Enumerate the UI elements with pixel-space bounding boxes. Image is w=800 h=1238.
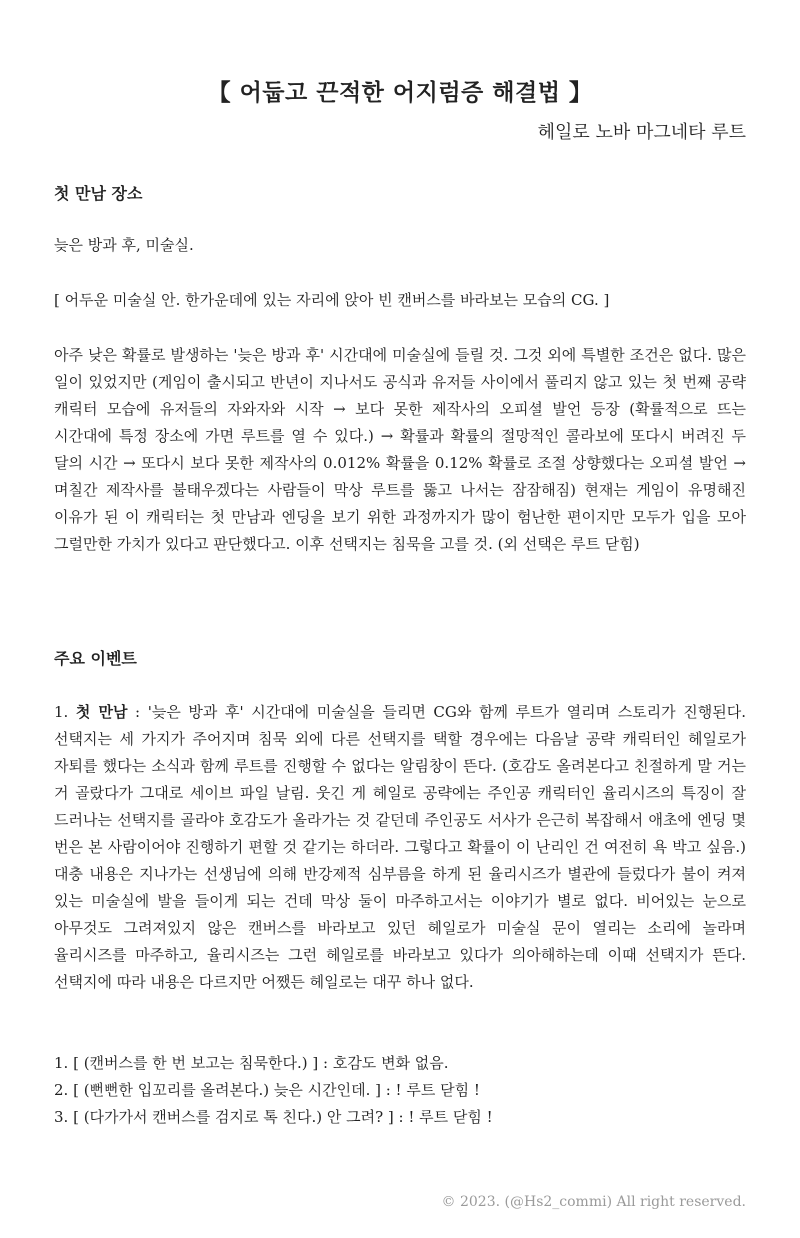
choice-item: 2. [ (뻔뻔한 입꼬리를 올려본다.) 늦은 시간인데. ] : ! 루트 닫힘 ! xyxy=(54,1081,480,1099)
document-subtitle: 헤일로 노바 마그네타 루트 xyxy=(537,122,746,143)
time-line: 늦은 방과 후, 미술실. xyxy=(54,236,194,254)
copyright-footer: © 2023. (@Hs2_commi) All right reserved. xyxy=(441,1194,746,1210)
event-title: 첫 만남 xyxy=(75,703,128,721)
section1-body: 아주 낮은 확률로 발생하는 '늦은 방과 후' 시간대에 미술실에 들릴 것. 그것 외에 특별한 조건은 없다. 많은 일이 있었지만 (게임이 출시되고 반년이 지나서도 공식과 유저들 사이에서 풀리지 않고 있는 첫 번째 공략 캐릭터 모습에 유저들의 자와자와 시작 → 보다 못한 제작사의 오피셜 발언 등장 (확률적으로 뜨는 시간대에 특정 장소에 가면 루트를 열 수 있다.) → 확률과 확률의 절망적인 콜라보에 또다시 버려진 두 달의 시간 → 또다시 보다 못한 제작사의 0.012% 확률을 0.12% 확률로 조절 상향했다는 오피셜 발언 → 며칠간 제작사를 불태우겠다는 사람들이 막상 루트를 뚫고 나서는 잠잠해짐) 현재는 게임이 유명해진 이유가 된 이 캐릭터는 첫 만남과 엔딩을 보기 위한 과정까지가 많이 험난한 편이지만 모두가 입을 모아 그럴만한 가치가 있다고 판단했다고. 이후 선택지는 침묵을 고를 것. (외 선택은 루트 닫힘) xyxy=(54,346,746,553)
choice-item: 3. [ (다가가서 캔버스를 검지로 톡 친다.) 안 그려? ] : ! 루트 닫힘 ! xyxy=(54,1108,493,1126)
choice-item: 1. [ (캔버스를 한 번 보고는 침묵한다.) ] : 호감도 변화 없음. xyxy=(54,1054,449,1072)
event-body: : '늦은 방과 후' 시간대에 미술실을 들리면 CG와 함께 루트가 열리며 스토리가 진행된다. 선택지는 세 가지가 주어지며 침묵 외에 다른 선택지를 택할 경우에는 다음날 공략 캐릭터인 헤일로가 자퇴를 했다는 소식과 함께 루트를 진행할 수 없다는 알림창이 뜬다. (호감도 올려본다고 친절하게 말 거는 거 골랐다가 그대로 세이브 파일 날림. 웃긴 게 헤일로 공략에는 주인공 캐릭터인 율리시즈의 특징이 잘 드러나는 선택지를 골라야 호감도가 올라가는 것 같던데 주인공도 서사가 은근히 복잡해서 애초에 엔딩 몇 번은 본 사람이어야 진행하기 편할 것 같기는 하더라. 그렇다고 확률이 이 난리인 건 여전히 욕 박고 싶음.) 대충 내용은 지나가는 선생님에 의해 반강제적 심부름을 하게 된 율리시즈가 별관에 들렀다가 불이 켜져 있는 미술실에 발을 들이게 되는 건데 막상 둘이 마주하고서는 이야기가 별로 없다. 비어있는 눈으로 아무것도 그려져있지 않은 캔버스를 바라보고 있던 헤일로가 미술실 문이 열리는 소리에 놀라며 율리시즈를 마주하고, 율리시즈는 그런 헤일로를 바라보고 있다가 의아해하는데 이때 선택지가 뜬다. 선택지에 따라 내용은 다르지만 어쨌든 헤일로는 대꾸 하나 없다. xyxy=(54,703,746,991)
document-title: 【 어둡고 끈적한 어지럼증 해결법 】 xyxy=(207,79,593,106)
event-number: 1. xyxy=(54,703,76,721)
event-paragraph xyxy=(54,699,746,996)
cg-description: [ 어두운 미술실 안. 한가운데에 있는 자리에 앉아 빈 캔버스를 바라보는 모습의 CG. ] xyxy=(54,291,610,309)
choice-list xyxy=(54,1050,493,1131)
section-heading-first-meeting-place: 첫 만남 장소 xyxy=(54,184,143,203)
section-heading-main-events: 주요 이벤트 xyxy=(54,649,137,668)
